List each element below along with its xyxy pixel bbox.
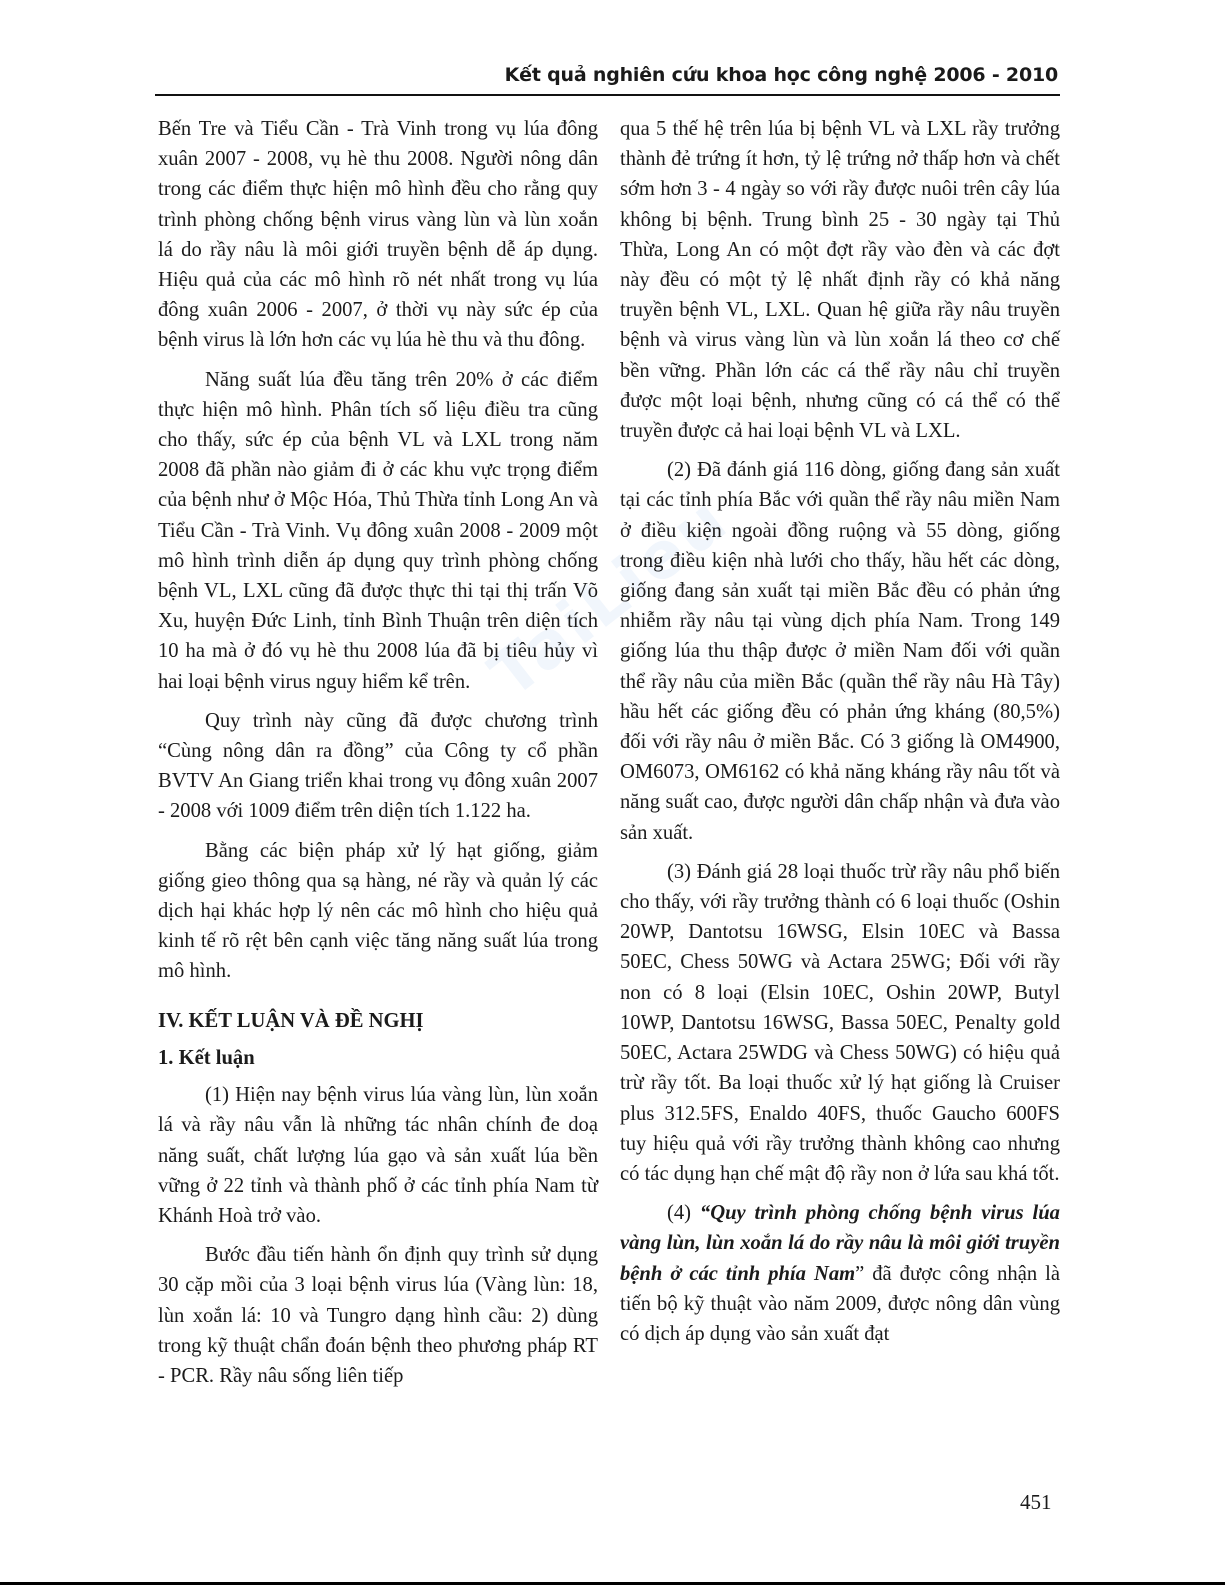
paragraph: Quy trình này cũng đã được chương trình “Cùng nông dân ra đồng” của Công ty cổ phần BVTV An Giang triển khai trong vụ đông xuân 2007 - 2008 với 1009 điểm trên diện tích 1.122 ha. — [158, 709, 598, 823]
paragraph: Bằng các biện pháp xử lý hạt giống, giảm giống gieo thông qua sạ hàng, né rầy và quản lý các dịch hại khác hợp lý nên các mô hình cho hiệu quả kinh tế rõ rệt bên cạnh việc tăng năng suất lúa trong mô hình. — [158, 839, 598, 983]
paragraph: qua 5 thế hệ trên lúa bị bệnh VL và LXL rầy trưởng thành đẻ trứng ít hơn, tỷ lệ trứng nở thấp hơn và chết sớm hơn 3 - 4 ngày so với rầy được nuôi trên cây lúa không bị bệnh. Trung bình 25 - 30 ngày tại Thủ Thừa, Long An có một đợt rầy vào đèn và các đợt này đều có một tỷ lệ nhất định rầy có khả năng truyền bệnh VL, LXL. Quan hệ giữa rầy nâu truyền bệnh và virus vàng lùn và lùn xoắn lá theo cơ chế bền vững. Phần lớn các cá thể rầy nâu chỉ truyền được một loại bệnh, nhưng cũng có cá thể có thể truyền được cả hai loại bệnh VL và LXL. — [620, 118, 1060, 443]
paragraph: Bước đầu tiến hành ổn định quy trình sử dụng 30 cặp mồi của 3 loại bệnh virus lúa (Vàng lùn: 18, lùn xoắn lá: 10 và Tungro dạng hình cầu: 2) dùng trong kỹ thuật chẩn đoán bệnh theo phương pháp RT - PCR. Rầy nâu sống liên tiếp — [158, 1244, 598, 1387]
watermark: TaiLieu — [476, 481, 744, 713]
page-number: 451 — [1020, 1490, 1052, 1514]
running-header — [155, 62, 1060, 96]
emphasized-title: “Quy trình phòng chống bệnh virus lúa vàng lùn, lùn xoắn lá do rầy nâu là môi giới truyền bệnh ở các tỉnh phía Nam — [620, 1202, 1060, 1285]
paragraph: (2) Đã đánh giá 116 dòng, giống đang sản xuất tại các tỉnh phía Bắc với quần thể rầy nâu miền Nam ở điều kiện ngoài đồng ruộng và 55 dòng, giống trong điều kiện nhà lưới cho thấy, hầu hết các dòng, giống đang sản xuất tại miền Bắc đều có phản ứng nhiễm rầy nâu tại vùng dịch phía Nam. Trong 149 giống lúa thu thập được ở miền Nam đối với quần thể rầy nâu của miền Bắc (quần thể rầy nâu Hà Tây) hầu hết các giống đều có phản ứng kháng (80,5%) đối với rầy nâu ở miền Bắc. Có 3 giống là OM4900, OM6073, OM6162 có khả năng kháng rầy nâu tốt và năng suất cao, được người dân chấp nhận và đưa vào sản xuất. — [620, 459, 1060, 844]
paragraph-text: ” đã được công nhận là tiến bộ kỹ thuật vào năm 2009, được nông dân vùng có dịch áp dụng vào sản xuất đạt — [620, 1262, 1060, 1345]
header-title: Kết quả nghiên cứu khoa học công nghệ 2006 - 2010 — [504, 64, 1058, 86]
paragraph: (3) Đánh giá 28 loại thuốc trừ rầy nâu phổ biến cho thấy, với rầy trưởng thành có 6 loại thuốc (Oshin 20WP, Dantotsu 16WSG, Elsin 10EC và Bassa 50EC, Chess 50WG và Actara 25WG; Đối với rầy non có 8 loại (Elsin 10EC, Oshin 20WP, Butyl 10WP, Dantotsu 16WSG, Bassa 50EC, Penalty gold 50EC, Actara 25WDG và Chess 50WG) có hiệu quả trừ rầy tốt. Ba loại thuốc xử lý hạt giống là Cruiser plus 312.5FS, Enaldo 40FS, thuốc Gaucho 600FS tuy hiệu quả với rầy trưởng thành không cao nhưng có tác dụng hạn chế mật độ rầy non ở lứa sau khá tốt. — [620, 860, 1060, 1185]
paragraph: Bến Tre và Tiểu Cần - Trà Vinh trong vụ lúa đông xuân 2007 - 2008, vụ hè thu 2008. Người nông dân trong các điểm thực hiện mô hình đều cho rằng quy trình phòng chống bệnh virus vàng lùn và lùn xoắn lá do rầy nâu là môi giới truyền bệnh dễ áp dụng. Hiệu quả của các mô hình rõ nét nhất trong vụ lúa đông xuân 2006 - 2007, ở thời vụ này sức ép của bệnh virus là lớn hơn các vụ lúa hè thu và thu đông. — [158, 118, 598, 352]
paragraph: Năng suất lúa đều tăng trên 20% ở các điểm thực hiện mô hình. Phân tích số liệu điều tra cũng cho thấy, sức ép của bệnh VL và LXL trong năm 2008 đã phần nào giảm đi ở các khu vực trọng điểm của bệnh như ở Mộc Hóa, Thủ Thừa tỉnh Long An và Tiểu Cần - Trà Vinh. Vụ đông xuân 2008 - 2009 một mô hình trình diễn áp dụng quy trình phòng chống bệnh VL, LXL cũng đã được thực thi tại thị trấn Võ Xu, huyện Đức Linh, tỉnh Bình Thuận trên diện tích 10 ha mà ở đó vụ hè thu 2008 lúa đã bị tiêu hủy vì hai loại bệnh virus nguy hiểm kể trên. — [158, 368, 598, 693]
paragraph-prefix: (4) — [667, 1202, 700, 1225]
subsection-heading: 1. Kết luận — [158, 1046, 255, 1069]
paragraph — [620, 1198, 1060, 1349]
left-column — [158, 114, 598, 1400]
right-column — [620, 114, 1060, 1358]
paragraph: (1) Hiện nay bệnh virus lúa vàng lùn, lùn xoắn lá và rầy nâu vẫn là những tác nhân chính đe doạ năng suất, chất lượng lúa gạo và sản xuất lúa bền vững ở 22 tỉnh và thành phố ở các tỉnh phía Nam từ Khánh Hoà trở vào. — [158, 1084, 598, 1227]
section-heading: IV. KẾT LUẬN VÀ ĐỀ NGHỊ — [158, 1009, 424, 1032]
